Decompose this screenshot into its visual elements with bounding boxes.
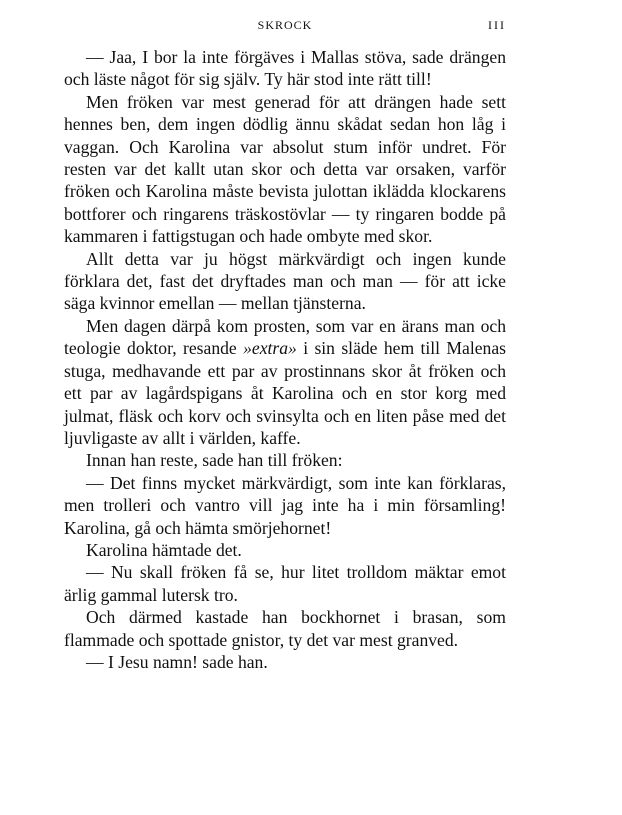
paragraph-8: — Nu skall fröken få se, hur litet trolldom mäktar emot ärlig gammal lutersk tro. <box>64 562 506 605</box>
paragraph-7: Karolina hämtade det. <box>86 539 242 560</box>
paragraph-10: — I Jesu namn! sade han. <box>86 651 268 672</box>
paragraph-1: — Jaa, I bor la inte förgäves i Mallas stöva, sade drängen och läste något för sig själv. Ty här stod inte rätt till! <box>64 47 506 90</box>
paragraph-4-italic-extra: »extra» <box>243 338 297 359</box>
paragraph-9: Och därmed kastade han bockhornet i brasan, som flammade och spottade gnistor, ty det var mest granved. <box>64 607 506 650</box>
paragraph-2: Men fröken var mest generad för att drängen hade sett hennes ben, dem ingen dödlig ännu skådat sedan hon låg i vaggan. Och Karolina var absolut stum inför undret. För resten var det kallt utan skor och detta var orsaken, varför fröken och Karolina måste bevista julottan iklädda klockarens bottforer och ringarens träskostövlar — ty ringaren bodde på kammaren i fattigstugan och hade ombyte med skor. <box>64 91 506 247</box>
paragraph-4-text-after: i sin släde hem till Malenas stuga, medhavande ett par av prostinnans skor åt fröken och ett par av lagårdspigans åt Karolina och en stor korg med julmat, fläsk och korv och svinsylta och en liten påse med det ljuvligaste av allt i världen, kaffe. <box>64 338 506 448</box>
paragraph-6: — Det finns mycket märkvärdigt, som inte kan förklaras, men trolleri och vantro vill jag inte ha i min församling! Karolina, gå och hämta smörjehornet! <box>64 472 506 538</box>
paragraph-5: Innan han reste, sade han till fröken: <box>86 450 343 471</box>
paragraph-3: Allt detta var ju högst märkvärdigt och ingen kunde förklara det, fast det dryftades man och man — för att icke säga kvinnor emellan — mellan tjänsterna. <box>64 248 506 314</box>
page-number: III <box>488 18 506 32</box>
page-header <box>64 18 506 40</box>
paragraph-4-text-before: Men dagen därpå kom prosten, som var en ärans man och teologie doktor, resande <box>64 315 506 359</box>
running-head: SKROCK <box>257 18 313 32</box>
body-text <box>64 46 506 673</box>
paragraph-4 <box>64 315 506 449</box>
book-page <box>64 18 506 673</box>
